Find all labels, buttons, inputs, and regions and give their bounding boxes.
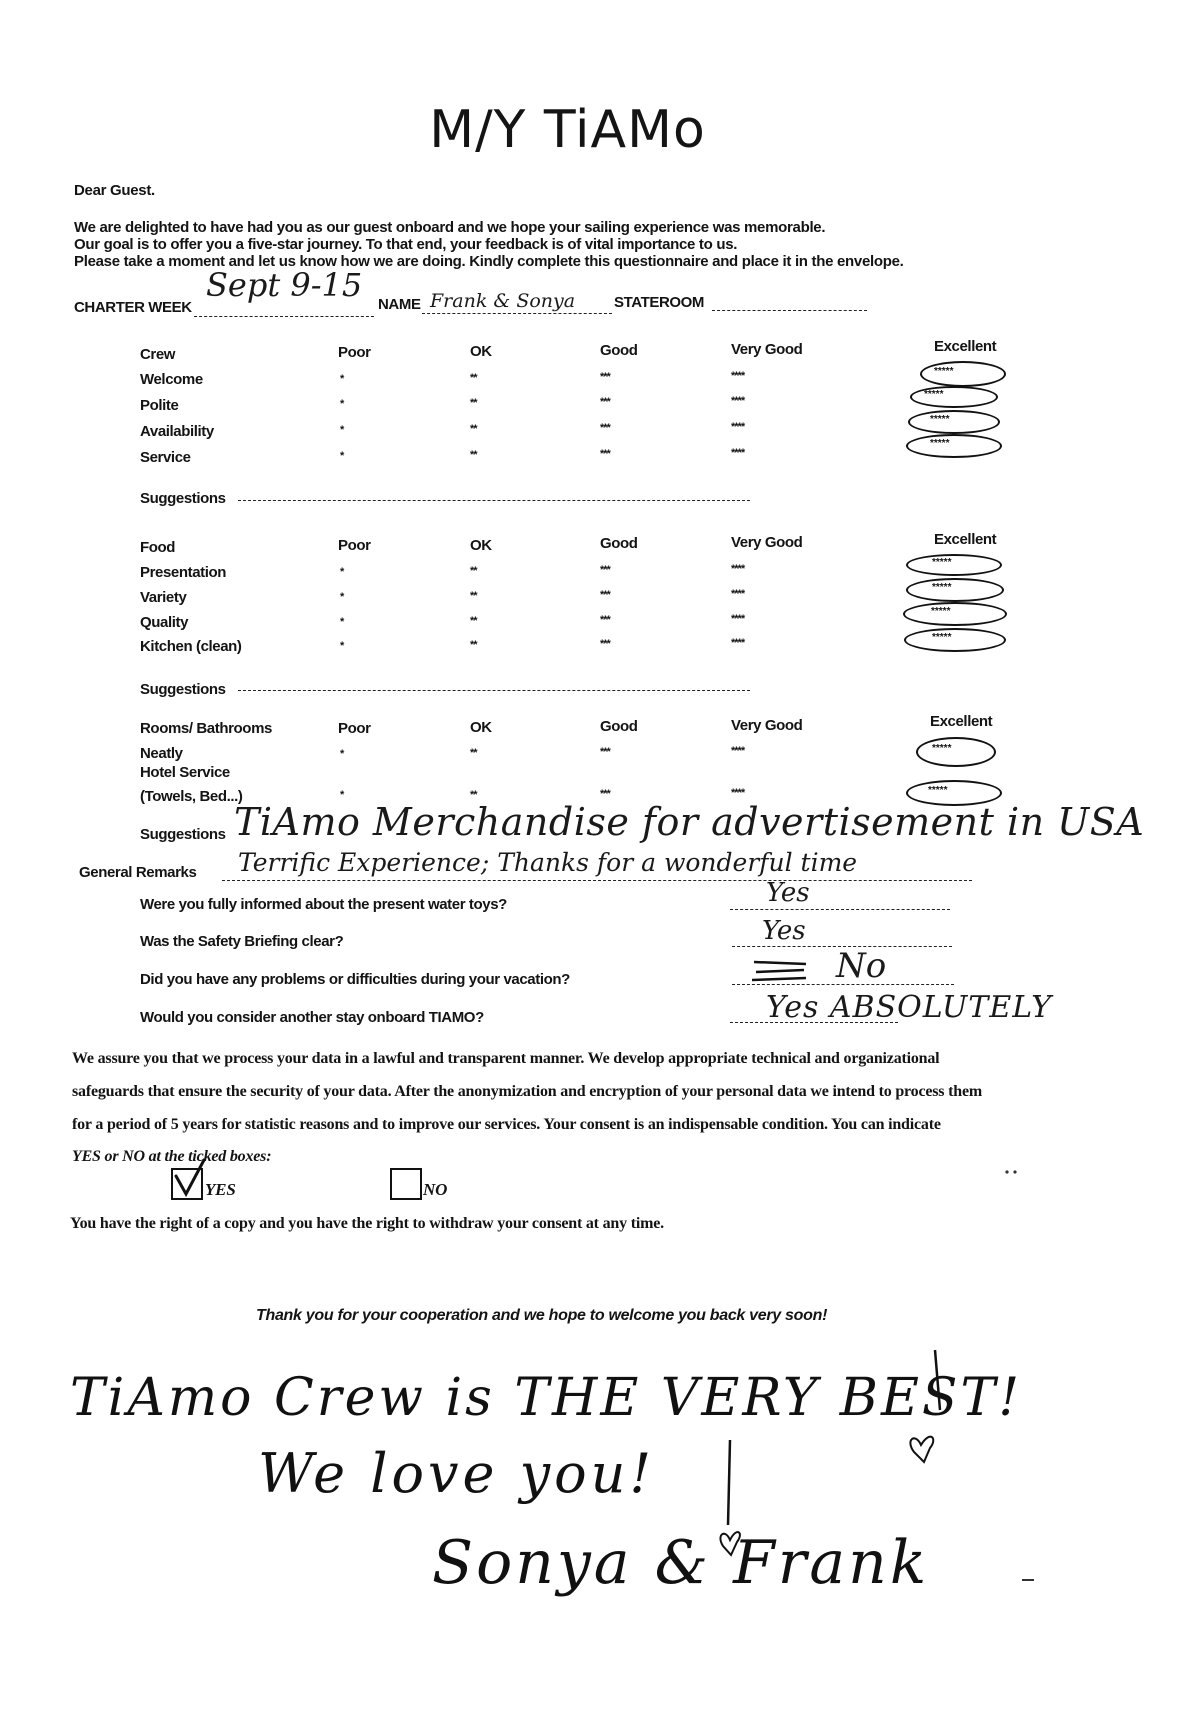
question-another-stay: Would you consider another stay onboard TIAMO? — [140, 1009, 484, 1026]
closing-thanks: Thank you for your cooperation and we hope to welcome you back very soon! — [256, 1307, 828, 1324]
charter-week-value[interactable]: Sept 9-15 — [206, 266, 363, 304]
rating-good[interactable]: *** — [600, 638, 610, 650]
excellent-circled[interactable]: ***** — [916, 737, 996, 767]
rating-ok[interactable]: ** — [470, 397, 477, 409]
rating-very-good[interactable]: **** — [731, 787, 745, 799]
rating-good[interactable]: *** — [600, 564, 610, 576]
heart-icon — [910, 1437, 933, 1462]
crew-ok-header: OK — [470, 343, 492, 360]
consent-no-label: NO — [423, 1180, 448, 1199]
rooms-ok-header: OK — [470, 719, 492, 736]
food-good-header: Good — [600, 535, 638, 552]
rating-very-good[interactable]: **** — [731, 421, 745, 433]
rating-very-good[interactable]: **** — [731, 395, 745, 407]
excellent-circled[interactable]: ***** — [920, 361, 1006, 387]
strike-through-icon — [752, 962, 806, 980]
rating-very-good[interactable]: **** — [731, 563, 745, 575]
excellent-circled[interactable]: ***** — [903, 602, 1007, 626]
food-heading: Food — [140, 539, 176, 556]
crew-item-welcome: Welcome — [140, 371, 203, 388]
food-item-variety: Variety — [140, 589, 187, 606]
answer-safety-briefing[interactable]: Yes — [762, 916, 806, 946]
rating-good[interactable]: *** — [600, 396, 610, 408]
crew-item-availability: Availability — [140, 423, 214, 440]
rating-ok[interactable]: ** — [470, 565, 477, 577]
answer-water-toys[interactable]: Yes — [766, 878, 810, 908]
rating-poor[interactable]: * — [340, 616, 344, 628]
excellent-circled[interactable]: ***** — [906, 578, 1004, 602]
stateroom-label: STATEROOM — [614, 294, 705, 311]
privacy-line-2: safeguards that ensure the security of your data. After the anonymization and encryption of your personal data we intend to process them — [72, 1083, 982, 1100]
crew-very-good-header: Very Good — [731, 341, 803, 358]
privacy-line-3: for a period of 5 years for statistic reasons and to improve our services. Your consent is an indispensable condition. You can indicate — [72, 1116, 941, 1133]
rating-poor[interactable]: * — [340, 398, 344, 410]
general-remarks-value[interactable]: Terrific Experience; Thanks for a wonderful time — [238, 848, 858, 877]
rating-good[interactable]: *** — [600, 422, 610, 434]
rating-ok[interactable]: ** — [470, 747, 477, 759]
rooms-very-good-header: Very Good — [731, 717, 803, 734]
excellent-circled[interactable]: ***** — [906, 780, 1002, 806]
rating-good[interactable]: *** — [600, 371, 610, 383]
rating-very-good[interactable]: **** — [731, 613, 745, 625]
food-very-good-header: Very Good — [731, 534, 803, 551]
name-value[interactable]: Frank & Sonya — [430, 290, 576, 312]
speck — [1005, 1170, 1008, 1173]
rating-ok[interactable]: ** — [470, 423, 477, 435]
answer-another-stay[interactable]: Yes ABSOLUTELY — [766, 990, 1053, 1025]
rating-poor[interactable]: * — [340, 566, 344, 578]
answer-problems[interactable]: No — [836, 946, 887, 986]
exclamation-stroke — [728, 1440, 730, 1525]
crew-poor-header: Poor — [338, 344, 371, 361]
rooms-suggestions-label: Suggestions — [140, 826, 226, 843]
rating-ok[interactable]: ** — [470, 789, 477, 801]
rooms-heading: Rooms/ Bathrooms — [140, 720, 272, 737]
crew-excellent-header: Excellent — [934, 338, 997, 355]
signature: Sonya & Frank — [432, 1528, 930, 1598]
rating-poor[interactable]: * — [340, 450, 344, 462]
rating-poor[interactable]: * — [340, 373, 344, 385]
rating-ok[interactable]: ** — [470, 615, 477, 627]
question-water-toys: Were you fully informed about the present water toys? — [140, 896, 507, 913]
privacy-line-1: We assure you that we process your data in a lawful and transparent manner. We develop appropriate technical and organizational — [72, 1050, 940, 1067]
rating-very-good[interactable]: **** — [731, 637, 745, 649]
food-item-quality: Quality — [140, 614, 189, 631]
question-safety-briefing: Was the Safety Briefing clear? — [140, 933, 344, 950]
rating-ok[interactable]: ** — [470, 372, 477, 384]
food-item-presentation: Presentation — [140, 564, 227, 581]
crew-good-header: Good — [600, 342, 638, 359]
rooms-good-header: Good — [600, 718, 638, 735]
crew-item-polite: Polite — [140, 397, 179, 414]
name-label: NAME — [378, 296, 421, 313]
rating-very-good[interactable]: **** — [731, 588, 745, 600]
rating-poor[interactable]: * — [340, 591, 344, 603]
rating-very-good[interactable]: **** — [731, 447, 745, 459]
intro-line-2: Our goal is to offer you a five-star journey. To that end, your feedback is of vital importance to us. — [74, 236, 738, 253]
rating-good[interactable]: *** — [600, 614, 610, 626]
general-remarks-label: General Remarks — [79, 864, 197, 881]
exclamation-stroke — [935, 1350, 940, 1410]
excellent-circled[interactable]: ***** — [906, 554, 1002, 576]
rating-good[interactable]: *** — [600, 788, 610, 800]
rating-poor[interactable]: * — [340, 640, 344, 652]
crew-item-service: Service — [140, 449, 191, 466]
rating-very-good[interactable]: **** — [731, 370, 745, 382]
crew-heading: Crew — [140, 346, 176, 363]
rating-ok[interactable]: ** — [470, 449, 477, 461]
intro-line-1: We are delighted to have had you as our guest onboard and we hope your sailing experience was memorable. — [74, 219, 826, 236]
rating-poor[interactable]: * — [340, 789, 344, 801]
rating-good[interactable]: *** — [600, 589, 610, 601]
handwritten-line-2: We love you! — [258, 1442, 656, 1505]
rooms-item-hotel-service: Hotel Service — [140, 764, 230, 781]
rating-poor[interactable]: * — [340, 424, 344, 436]
rooms-item-towels: (Towels, Bed...) — [140, 788, 243, 805]
rating-ok[interactable]: ** — [470, 590, 477, 602]
rating-ok[interactable]: ** — [470, 639, 477, 651]
crew-suggestions-label: Suggestions — [140, 490, 226, 507]
food-suggestions-label: Suggestions — [140, 681, 226, 698]
intro-line-3: Please take a moment and let us know how we are doing. Kindly complete this questionnaire and place it in the envelope. — [74, 253, 904, 270]
excellent-circled[interactable]: ***** — [904, 628, 1006, 652]
consent-yes-label: YES — [205, 1180, 236, 1199]
handwritten-line-1: TiAmo Crew is THE VERY BEST! — [70, 1368, 1023, 1428]
privacy-line-4: YES or NO at the ticked boxes: — [72, 1148, 272, 1165]
food-excellent-header: Excellent — [934, 531, 997, 548]
excellent-circled[interactable]: ***** — [906, 434, 1002, 458]
page-title: M/Y TiAMo — [429, 100, 706, 160]
excellent-circled[interactable]: ***** — [910, 386, 998, 408]
rooms-item-neatly: Neatly — [140, 745, 183, 762]
rooms-poor-header: Poor — [338, 720, 371, 737]
privacy-rights: You have the right of a copy and you have the right to withdraw your consent at any time. — [70, 1215, 664, 1232]
excellent-circled[interactable]: ***** — [908, 410, 1000, 434]
rooms-excellent-header: Excellent — [930, 713, 993, 730]
checkmark-icon — [176, 1160, 204, 1194]
charter-week-label: CHARTER WEEK — [74, 299, 192, 316]
rooms-suggestions-value[interactable]: TiAmo Merchandise for advertisement in USA — [234, 800, 1145, 844]
rating-poor[interactable]: * — [340, 748, 344, 760]
food-poor-header: Poor — [338, 537, 371, 554]
food-ok-header: OK — [470, 537, 492, 554]
rating-good[interactable]: *** — [600, 448, 610, 460]
rating-good[interactable]: *** — [600, 746, 610, 758]
food-item-kitchen: Kitchen (clean) — [140, 638, 242, 655]
rating-very-good[interactable]: **** — [731, 745, 745, 757]
heart-icon — [720, 1532, 739, 1555]
greeting: Dear Guest. — [74, 182, 155, 199]
question-problems: Did you have any problems or difficulties during your vacation? — [140, 971, 570, 988]
speck — [1013, 1170, 1016, 1173]
